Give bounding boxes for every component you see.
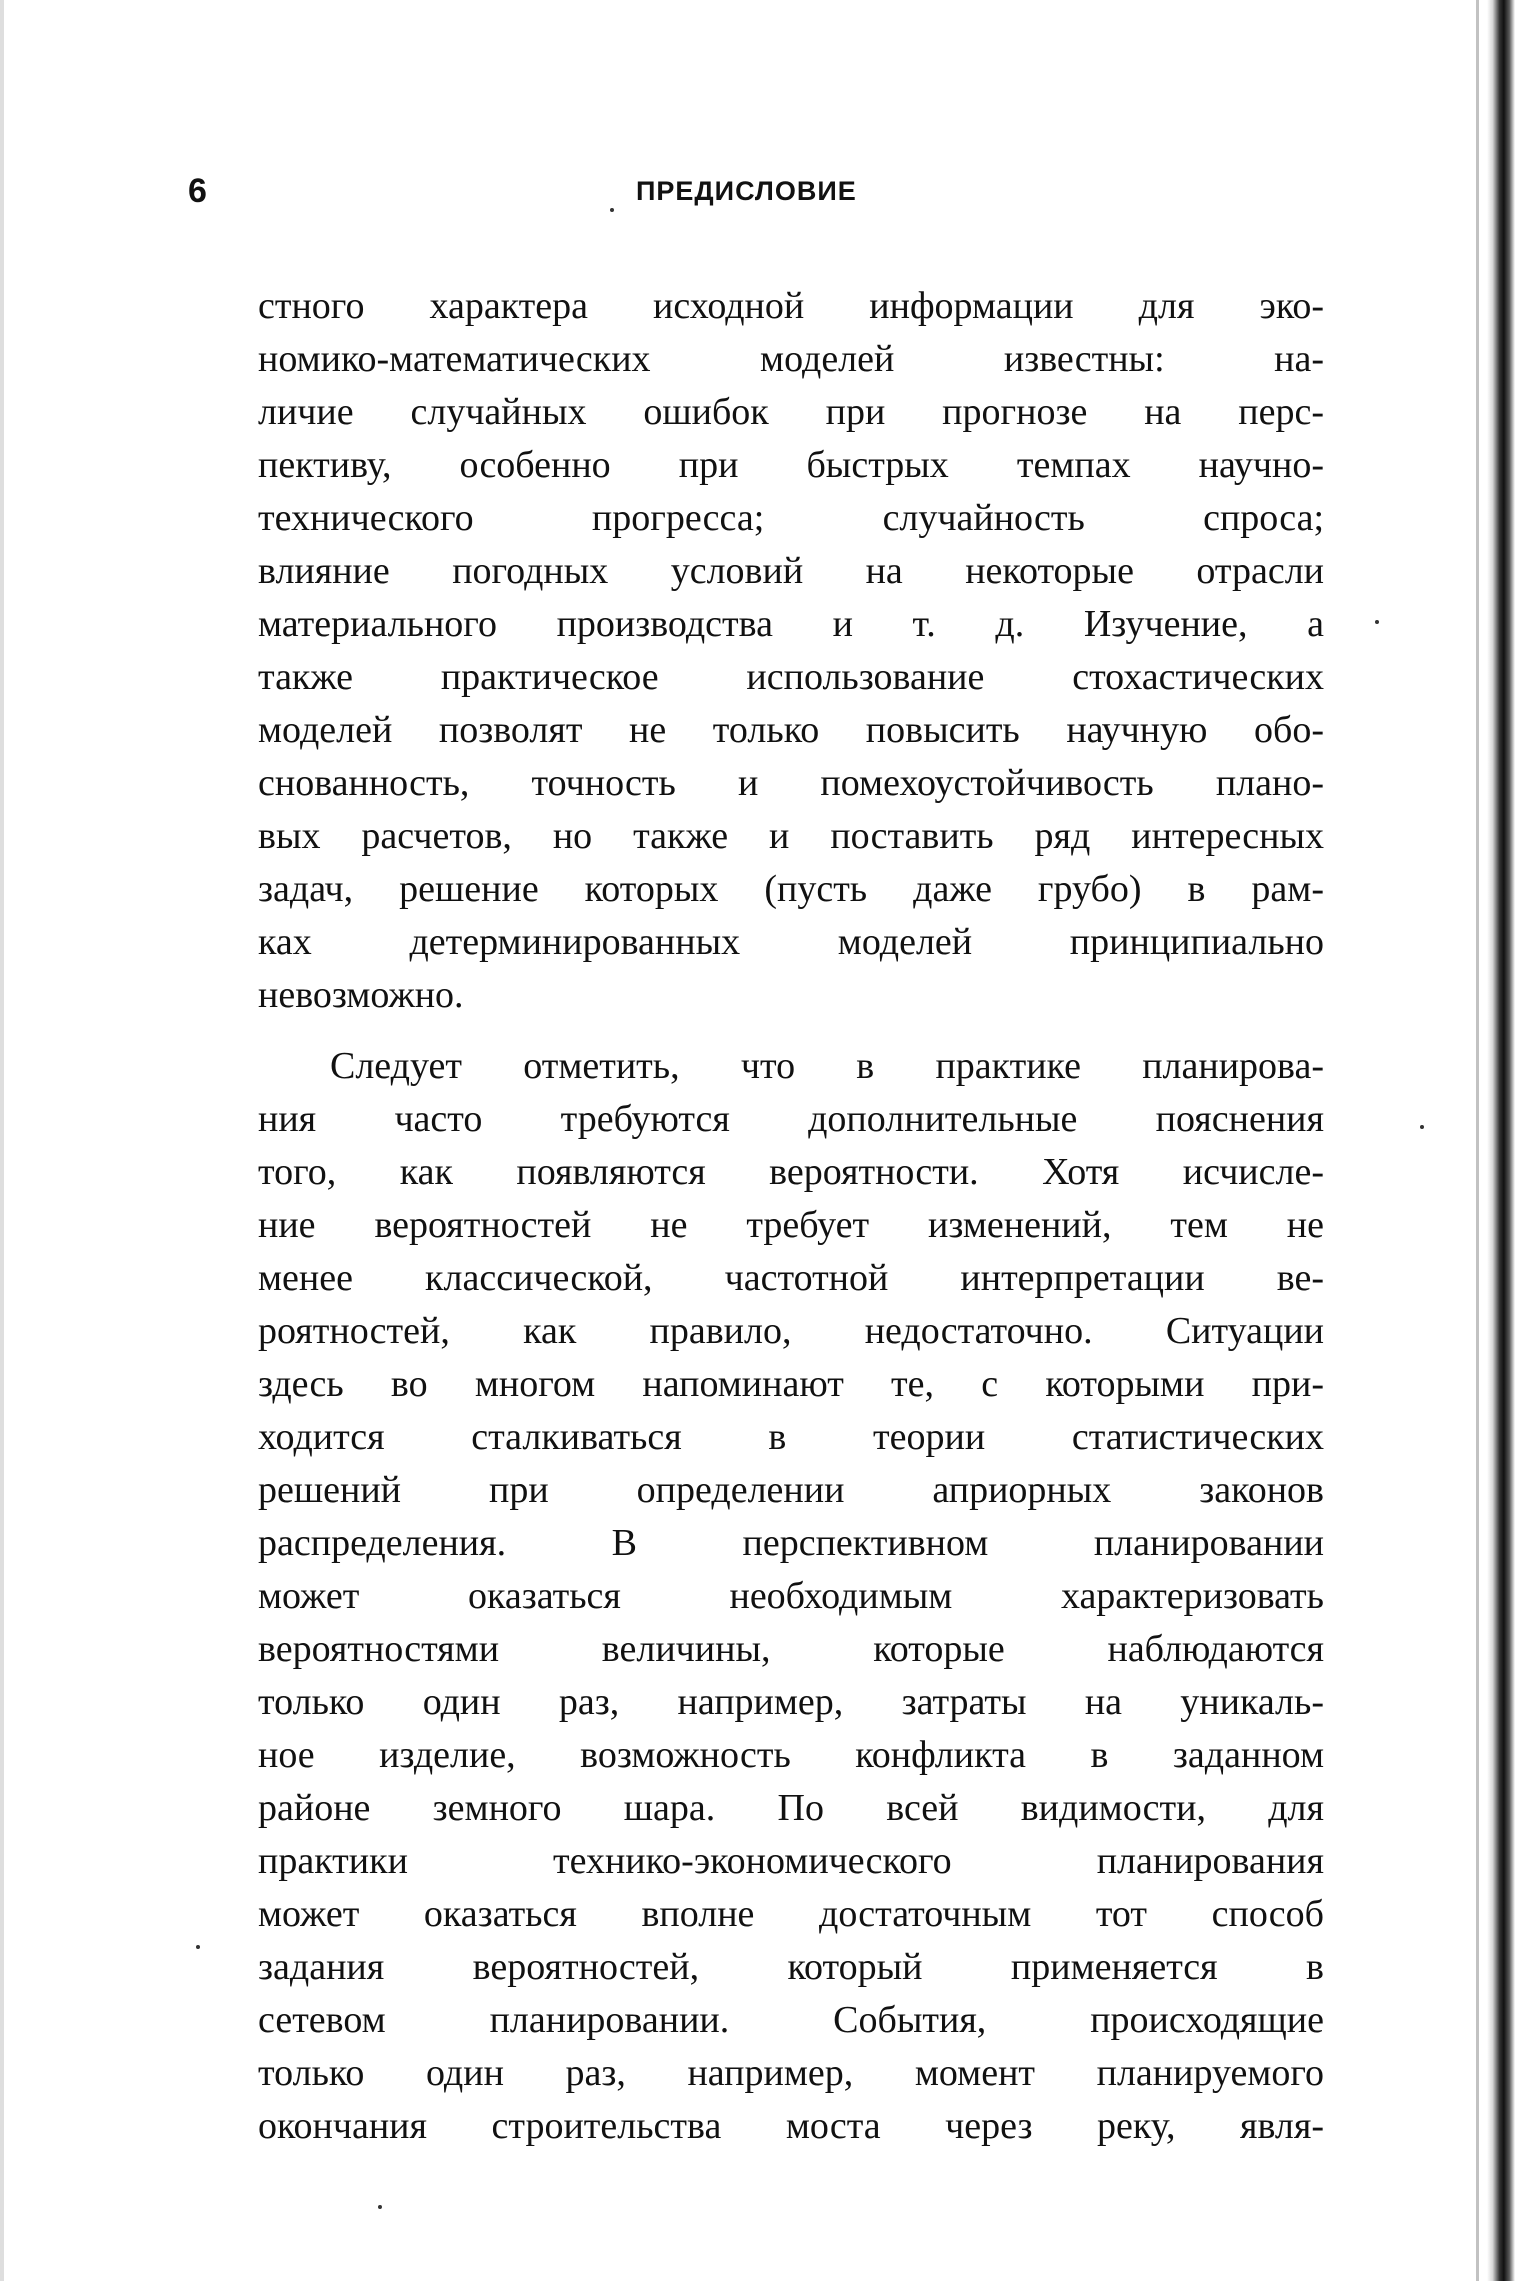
text-line: ках детерминированных моделей принципиально: [258, 921, 1324, 963]
text-line: менее классической, частотной интерпретации ве-: [258, 1257, 1324, 1299]
paragraph-gap: [258, 1022, 1324, 1040]
text-line: снованность, точность и помехоустойчивость плано-: [258, 762, 1324, 804]
text-line: задания вероятностей, который применяется в: [258, 1946, 1324, 1988]
text-line: стного характера исходной информации для эко-: [258, 285, 1324, 327]
text-line: моделей позволят не только повысить научную обо-: [258, 709, 1324, 751]
text-line: технического прогресса; случайность спроса;: [258, 497, 1324, 539]
text-line: районе земного шара. По всей видимости, для: [258, 1787, 1324, 1829]
scan-speck: [610, 208, 614, 212]
text-line: невозможно.: [258, 974, 464, 1016]
text-line: сетевом планировании. События, происходящие: [258, 1999, 1324, 2041]
text-line: номико-математических моделей известны: на-: [258, 338, 1324, 380]
scan-speck: [1375, 620, 1379, 624]
text-line: материального производства и т. д. Изучение, а: [258, 603, 1324, 645]
page-left-edge: [0, 0, 4, 2281]
text-line: окончания строительства моста через реку, явля-: [258, 2105, 1324, 2147]
page-right-edge: [1487, 0, 1515, 2281]
running-head: [188, 172, 1328, 222]
text-line: решений при определении априорных законов: [258, 1469, 1324, 1511]
text-line: задач, решение которых (пусть даже грубо) в рам-: [258, 868, 1324, 910]
text-line: вых расчетов, но также и поставить ряд интересных: [258, 815, 1324, 857]
text-line: ходится сталкиваться в теории статистических: [258, 1416, 1324, 1458]
text-line: только один раз, например, момент планируемого: [258, 2052, 1324, 2094]
text-line: ние вероятностей не требует изменений, тем не: [258, 1204, 1324, 1246]
text-line: может оказаться вполне достаточным тот способ: [258, 1893, 1324, 1935]
paragraph-1: [258, 280, 1324, 1022]
text-line: также практическое использование стохастических: [258, 656, 1324, 698]
text-line: вероятностями величины, которые наблюдаются: [258, 1628, 1324, 1670]
page-number: 6: [188, 172, 207, 210]
text-line: личие случайных ошибок при прогнозе на перс-: [258, 391, 1324, 433]
text-line: Следует отметить, что в практике планирова-: [330, 1045, 1324, 1087]
text-line: того, как появляются вероятности. Хотя исчисле-: [258, 1151, 1324, 1193]
text-line: практики технико-экономического планирования: [258, 1840, 1324, 1882]
paragraph-2: [258, 1040, 1324, 2153]
text-line: влияние погодных условий на некоторые отрасли: [258, 550, 1324, 592]
text-line: роятностей, как правило, недостаточно. Ситуации: [258, 1310, 1324, 1352]
text-line: ное изделие, возможность конфликта в заданном: [258, 1734, 1324, 1776]
scan-speck: [378, 2205, 382, 2209]
scan-speck: [1420, 1125, 1424, 1129]
running-head-title: ПРЕДИСЛОВИЕ: [636, 176, 857, 206]
text-line: только один раз, например, затраты на уникаль-: [258, 1681, 1324, 1723]
text-line: здесь во многом напоминают те, с которыми при-: [258, 1363, 1324, 1405]
text-line: ния часто требуются дополнительные пояснения: [258, 1098, 1324, 1140]
text-line: пективу, особенно при быстрых темпах научно-: [258, 444, 1324, 486]
body-text: [258, 280, 1324, 2153]
text-line: распределения. В перспективном планировании: [258, 1522, 1324, 1564]
scan-speck: [196, 1945, 200, 1949]
page-right-shadow: [1476, 0, 1479, 2281]
text-line: может оказаться необходимым характеризовать: [258, 1575, 1324, 1617]
